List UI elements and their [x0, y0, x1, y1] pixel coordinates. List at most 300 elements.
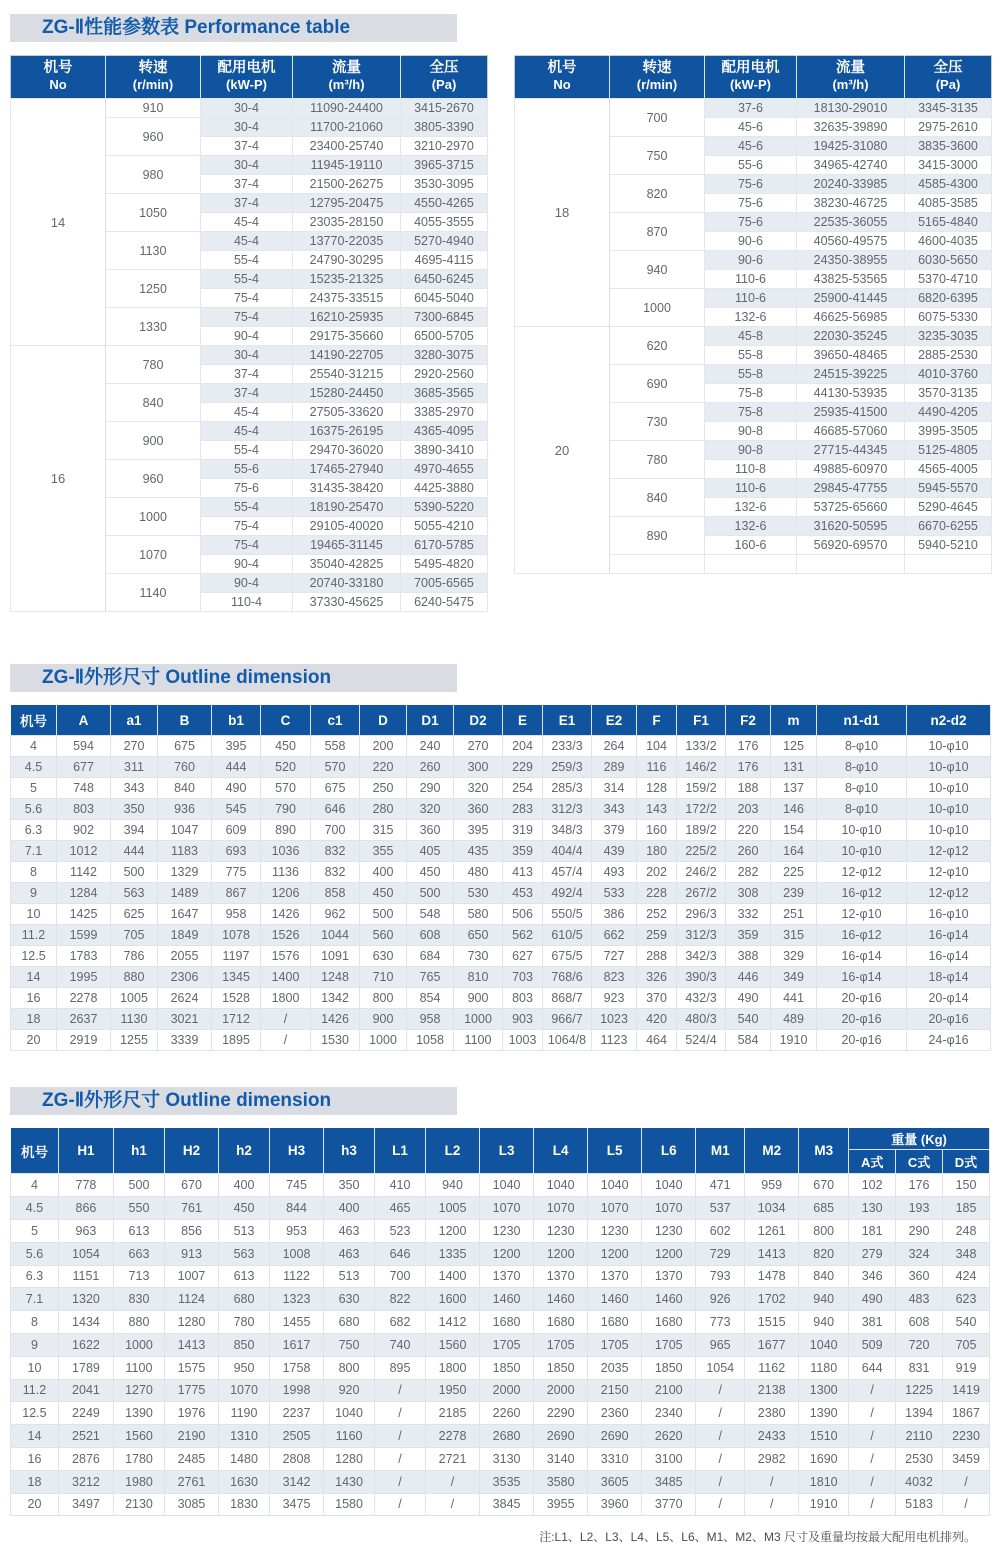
- column-header: n2-d2: [907, 705, 991, 736]
- table-row: [11, 988, 991, 1009]
- table-cell: 2530: [896, 1447, 943, 1470]
- table-cell: 1300: [799, 1379, 849, 1402]
- table-cell: 55-4: [201, 251, 293, 270]
- table-cell: 110-8: [705, 460, 797, 479]
- machine-no-cell: 12.5: [11, 946, 57, 967]
- table-cell: 1320: [58, 1288, 113, 1311]
- table-cell: 548: [407, 904, 454, 925]
- table-cell: 3835-3600: [905, 137, 992, 156]
- table-cell: /: [375, 1470, 426, 1493]
- table-cell: 332: [726, 904, 771, 925]
- table-cell: 5390-5220: [401, 498, 488, 517]
- table-cell: 1151: [58, 1265, 113, 1288]
- table-cell: 480: [454, 862, 503, 883]
- table-cell: 342/3: [677, 946, 726, 967]
- table-cell: 2485: [164, 1447, 218, 1470]
- table-cell: 229: [503, 757, 543, 778]
- machine-no-cell: 18: [11, 1009, 57, 1030]
- table-cell: 29845-47755: [797, 479, 905, 498]
- table-cell: 450: [360, 883, 407, 904]
- table-cell: 1284: [57, 883, 111, 904]
- column-header: 全压 (Pa): [905, 56, 992, 99]
- table-cell: 1413: [164, 1333, 218, 1356]
- table-cell: 1705: [534, 1333, 588, 1356]
- outline-dimension-table-2-header: [11, 1128, 990, 1174]
- table-cell: 3339: [158, 1030, 212, 1051]
- table-cell: 189/2: [677, 820, 726, 841]
- table-cell: [905, 555, 992, 574]
- outline-dimension-table-1-body: [11, 736, 991, 1051]
- table-cell: 132-6: [705, 517, 797, 536]
- table-row: [11, 925, 991, 946]
- rpm-cell: 780: [610, 441, 705, 479]
- table-cell: /: [375, 1402, 426, 1425]
- machine-no-cell: 20: [11, 1493, 59, 1516]
- table-cell: 55-4: [201, 270, 293, 289]
- table-row: [11, 841, 991, 862]
- table-cell: 936: [158, 799, 212, 820]
- table-cell: 1370: [588, 1265, 642, 1288]
- table-cell: 1329: [158, 862, 212, 883]
- machine-no-cell: 4: [11, 1174, 59, 1197]
- table-cell: 188: [726, 778, 771, 799]
- table-cell: 2237: [270, 1402, 324, 1425]
- table-row: [11, 1333, 990, 1356]
- table-cell: 2433: [745, 1425, 799, 1448]
- table-cell: 319: [503, 820, 543, 841]
- table-cell: 1100: [454, 1030, 503, 1051]
- table-cell: 3497: [58, 1493, 113, 1516]
- table-cell: 24350-38955: [797, 251, 905, 270]
- table-cell: 30-4: [201, 156, 293, 175]
- column-header: M3: [799, 1128, 849, 1174]
- table-row: [11, 778, 991, 799]
- machine-no-cell: 4.5: [11, 757, 57, 778]
- table-cell: 248: [943, 1219, 990, 1242]
- table-cell: 259/3: [543, 757, 592, 778]
- table-cell: 132-6: [705, 498, 797, 517]
- table-cell: 854: [407, 988, 454, 1009]
- rpm-cell: 1000: [106, 498, 201, 536]
- table-cell: 500: [111, 862, 158, 883]
- table-cell: [797, 555, 905, 574]
- table-cell: 5270-4940: [401, 232, 488, 251]
- table-cell: 22535-36055: [797, 213, 905, 232]
- table-cell: 1123: [592, 1030, 637, 1051]
- table-cell: 23400-25740: [293, 137, 401, 156]
- table-cell: 10-φ10: [817, 841, 907, 862]
- table-cell: 75-4: [201, 289, 293, 308]
- table-cell: 830: [113, 1288, 164, 1311]
- table-cell: 1560: [426, 1333, 480, 1356]
- table-cell: 160: [637, 820, 677, 841]
- table-cell: 16-φ12: [817, 925, 907, 946]
- table-cell: 15235-21325: [293, 270, 401, 289]
- table-cell: 1000: [454, 1009, 503, 1030]
- table-cell: 793: [696, 1265, 745, 1288]
- table-cell: 3415-3000: [905, 156, 992, 175]
- table-cell: 1054: [696, 1356, 745, 1379]
- table-cell: 11090-24400: [293, 99, 401, 118]
- table-cell: 608: [407, 925, 454, 946]
- outline-dimension-title-1-text: ZG-Ⅱ外形尺寸 Outline dimension: [42, 667, 332, 689]
- table-cell: 465: [375, 1197, 426, 1220]
- column-header: 机号 No: [11, 56, 106, 99]
- table-cell: 102: [849, 1174, 896, 1197]
- table-cell: 610/5: [543, 925, 592, 946]
- table-row: [11, 99, 488, 118]
- table-cell: 6030-5650: [905, 251, 992, 270]
- table-cell: 958: [212, 904, 261, 925]
- column-header: F1: [677, 705, 726, 736]
- table-cell: 1070: [642, 1197, 696, 1220]
- table-cell: 720: [896, 1333, 943, 1356]
- table-row: [11, 1265, 990, 1288]
- table-cell: 545: [212, 799, 261, 820]
- table-cell: 1200: [426, 1219, 480, 1242]
- table-cell: 400: [360, 862, 407, 883]
- machine-no-cell: 14: [11, 967, 57, 988]
- table-cell: 1200: [534, 1242, 588, 1265]
- table-cell: 700: [375, 1265, 426, 1288]
- table-cell: 902: [57, 820, 111, 841]
- table-cell: 45-4: [201, 422, 293, 441]
- table-cell: 3142: [270, 1470, 324, 1493]
- table-cell: 1515: [745, 1311, 799, 1334]
- table-cell: 20240-33985: [797, 175, 905, 194]
- table-cell: 12-φ12: [817, 862, 907, 883]
- table-cell: 20-φ16: [817, 988, 907, 1009]
- table-cell: 37-4: [201, 137, 293, 156]
- table-cell: 803: [57, 799, 111, 820]
- column-header: 全压 (Pa): [401, 56, 488, 99]
- column-header: 机号 No: [515, 56, 610, 99]
- table-cell: 10-φ10: [907, 757, 991, 778]
- table-cell: 350: [324, 1174, 375, 1197]
- column-header: M2: [745, 1128, 799, 1174]
- table-cell: 343: [111, 778, 158, 799]
- table-cell: 1044: [311, 925, 360, 946]
- table-cell: 270: [111, 736, 158, 757]
- table-cell: 75-4: [201, 517, 293, 536]
- table-cell: 1530: [311, 1030, 360, 1051]
- column-header: 流量 (m³/h): [797, 56, 905, 99]
- table-row: [11, 1009, 991, 1030]
- table-cell: 1012: [57, 841, 111, 862]
- table-cell: 866: [58, 1197, 113, 1220]
- table-cell: 37-4: [201, 175, 293, 194]
- table-cell: 3459: [943, 1447, 990, 1470]
- table-cell: 240: [407, 736, 454, 757]
- table-cell: 4600-4035: [905, 232, 992, 251]
- table-cell: 27715-44345: [797, 441, 905, 460]
- table-cell: 308: [726, 883, 771, 904]
- table-cell: 143: [637, 799, 677, 820]
- table-cell: 3475: [270, 1493, 324, 1516]
- table-cell: 729: [696, 1242, 745, 1265]
- table-cell: 27505-33620: [293, 403, 401, 422]
- table-cell: 1058: [407, 1030, 454, 1051]
- table-cell: 1400: [261, 967, 311, 988]
- table-cell: 540: [726, 1009, 771, 1030]
- table-cell: 16-φ10: [907, 904, 991, 925]
- table-cell: 2690: [588, 1425, 642, 1448]
- table-cell: 1455: [270, 1311, 324, 1334]
- performance-table-right-body: [515, 99, 992, 574]
- table-cell: 1160: [324, 1425, 375, 1448]
- table-cell: 10-φ10: [907, 820, 991, 841]
- column-header: E: [503, 705, 543, 736]
- table-cell: 1758: [270, 1356, 324, 1379]
- table-cell: 490: [212, 778, 261, 799]
- table-cell: 3955: [534, 1493, 588, 1516]
- table-cell: 705: [111, 925, 158, 946]
- column-header: h2: [219, 1128, 270, 1174]
- table-cell: 31435-38420: [293, 479, 401, 498]
- machine-no-cell: 7.1: [11, 1288, 59, 1311]
- table-cell: 1130: [111, 1009, 158, 1030]
- table-cell: 822: [375, 1288, 426, 1311]
- table-cell: 12-φ10: [907, 862, 991, 883]
- table-cell: 110-6: [705, 479, 797, 498]
- table-cell: 49885-60970: [797, 460, 905, 479]
- table-cell: 1255: [111, 1030, 158, 1051]
- performance-table-left-body: [11, 99, 488, 612]
- machine-no-cell: 14: [11, 1425, 59, 1448]
- table-row: [11, 757, 991, 778]
- table-cell: 350: [111, 799, 158, 820]
- table-cell: 1040: [324, 1402, 375, 1425]
- table-cell: 4565-4005: [905, 460, 992, 479]
- table-cell: 832: [311, 841, 360, 862]
- table-cell: 16375-26195: [293, 422, 401, 441]
- table-cell: 1950: [426, 1379, 480, 1402]
- table-cell: 1162: [745, 1356, 799, 1379]
- table-cell: 580: [454, 904, 503, 925]
- table-cell: 923: [592, 988, 637, 1009]
- table-cell: 2620: [642, 1425, 696, 1448]
- table-cell: 2138: [745, 1379, 799, 1402]
- table-cell: 130: [849, 1197, 896, 1220]
- table-cell: /: [426, 1493, 480, 1516]
- table-cell: 154: [771, 820, 817, 841]
- table-cell: 1705: [480, 1333, 534, 1356]
- table-cell: 880: [111, 967, 158, 988]
- table-cell: 533: [592, 883, 637, 904]
- machine-no-cell: 4.5: [11, 1197, 59, 1220]
- table-cell: 252: [637, 904, 677, 925]
- table-cell: 246/2: [677, 862, 726, 883]
- rpm-cell: 1330: [106, 308, 201, 346]
- table-cell: 1998: [270, 1379, 324, 1402]
- table-cell: 1995: [57, 967, 111, 988]
- table-cell: 164: [771, 841, 817, 862]
- table-cell: 1780: [113, 1447, 164, 1470]
- table-cell: 1528: [212, 988, 261, 1009]
- table-cell: 685: [799, 1197, 849, 1220]
- table-cell: 30-4: [201, 99, 293, 118]
- table-cell: 513: [324, 1265, 375, 1288]
- table-cell: 775: [212, 862, 261, 883]
- table-cell: 570: [261, 778, 311, 799]
- table-cell: 963: [58, 1219, 113, 1242]
- column-header: L3: [480, 1128, 534, 1174]
- table-cell: 3140: [534, 1447, 588, 1470]
- table-cell: 1789: [58, 1356, 113, 1379]
- table-cell: 233/3: [543, 736, 592, 757]
- table-cell: 24375-33515: [293, 289, 401, 308]
- table-cell: 193: [896, 1197, 943, 1220]
- machine-no-cell: 8: [11, 862, 57, 883]
- table-cell: 537: [696, 1197, 745, 1220]
- table-cell: 370: [637, 988, 677, 1009]
- table-cell: 1680: [588, 1311, 642, 1334]
- table-cell: 37-4: [201, 194, 293, 213]
- table-cell: 677: [57, 757, 111, 778]
- table-cell: 3580: [534, 1470, 588, 1493]
- header-row: [11, 705, 991, 736]
- table-cell: 110-6: [705, 270, 797, 289]
- table-cell: 12-φ10: [817, 904, 907, 925]
- table-cell: 3770: [642, 1493, 696, 1516]
- table-cell: 3085: [164, 1493, 218, 1516]
- table-cell: 46625-56985: [797, 308, 905, 327]
- table-cell: 110-6: [705, 289, 797, 308]
- table-cell: 250: [360, 778, 407, 799]
- outline-dimension-table-1: [10, 704, 991, 1051]
- column-header: h1: [113, 1128, 164, 1174]
- performance-table-title: [10, 14, 457, 42]
- table-cell: 858: [311, 883, 360, 904]
- rpm-cell: 1000: [610, 289, 705, 327]
- table-cell: 29105-40020: [293, 517, 401, 536]
- table-cell: 490: [849, 1288, 896, 1311]
- table-cell: 450: [219, 1197, 270, 1220]
- table-cell: 160-6: [705, 536, 797, 555]
- rpm-cell: 840: [610, 479, 705, 517]
- table-cell: 2761: [164, 1470, 218, 1493]
- weight-group-header: 重量 (Kg): [849, 1128, 990, 1150]
- table-cell: 25540-31215: [293, 365, 401, 384]
- table-cell: 490: [726, 988, 771, 1009]
- table-cell: 1136: [261, 862, 311, 883]
- table-cell: 1040: [588, 1174, 642, 1197]
- table-row: [11, 1030, 991, 1051]
- table-cell: 2721: [426, 1447, 480, 1470]
- table-cell: 1460: [480, 1288, 534, 1311]
- table-cell: 710: [360, 967, 407, 988]
- table-cell: 2110: [896, 1425, 943, 1448]
- outline-dimension-title-2-text: ZG-Ⅱ外形尺寸 Outline dimension: [42, 1090, 332, 1112]
- table-cell: 6450-6245: [401, 270, 488, 289]
- table-cell: 6820-6395: [905, 289, 992, 308]
- table-cell: 1345: [212, 967, 261, 988]
- table-cell: 400: [324, 1197, 375, 1220]
- table-cell: 420: [637, 1009, 677, 1030]
- table-cell: 662: [592, 925, 637, 946]
- table-cell: 37-4: [201, 365, 293, 384]
- machine-no-cell: 18: [515, 99, 610, 327]
- table-cell: 890: [261, 820, 311, 841]
- table-cell: 540: [943, 1311, 990, 1334]
- table-cell: 625: [111, 904, 158, 925]
- table-cell: 1054: [58, 1242, 113, 1265]
- column-header: L5: [588, 1128, 642, 1174]
- table-cell: 1460: [534, 1288, 588, 1311]
- rpm-cell: 940: [610, 251, 705, 289]
- table-cell: 220: [726, 820, 771, 841]
- table-cell: 6240-5475: [401, 593, 488, 612]
- table-cell: 5165-4840: [905, 213, 992, 232]
- column-header: 配用电机 (kW-P): [705, 56, 797, 99]
- table-cell: 1280: [324, 1447, 375, 1470]
- table-cell: 1600: [426, 1288, 480, 1311]
- table-cell: 204: [503, 736, 543, 757]
- table-cell: 453: [503, 883, 543, 904]
- table-cell: 2190: [164, 1425, 218, 1448]
- table-cell: 1124: [164, 1288, 218, 1311]
- table-cell: 75-6: [201, 479, 293, 498]
- table-cell: 1023: [592, 1009, 637, 1030]
- column-header: F2: [726, 705, 771, 736]
- column-header: M1: [696, 1128, 745, 1174]
- table-cell: 760: [158, 757, 212, 778]
- column-header: H2: [164, 1128, 218, 1174]
- table-cell: 3345-3135: [905, 99, 992, 118]
- table-cell: 1091: [311, 946, 360, 967]
- table-cell: /: [745, 1470, 799, 1493]
- table-cell: /: [849, 1493, 896, 1516]
- table-cell: 962: [311, 904, 360, 925]
- table-cell: 464: [637, 1030, 677, 1051]
- table-cell: 1078: [212, 925, 261, 946]
- table-cell: 413: [503, 862, 543, 883]
- column-header: E1: [543, 705, 592, 736]
- column-header: h3: [324, 1128, 375, 1174]
- column-header: 配用电机 (kW-P): [201, 56, 293, 99]
- machine-no-cell: 10: [11, 904, 57, 925]
- table-cell: 2680: [480, 1425, 534, 1448]
- table-cell: 627: [503, 946, 543, 967]
- table-cell: 16210-25935: [293, 308, 401, 327]
- machine-no-cell: 7.1: [11, 841, 57, 862]
- table-cell: 2380: [745, 1402, 799, 1425]
- column-header: n1-d1: [817, 705, 907, 736]
- machine-no-cell: 10: [11, 1356, 59, 1379]
- table-cell: 1850: [642, 1356, 696, 1379]
- table-cell: 290: [896, 1219, 943, 1242]
- table-cell: 959: [745, 1174, 799, 1197]
- table-cell: 520: [261, 757, 311, 778]
- table-cell: 56920-69570: [797, 536, 905, 555]
- table-cell: 3890-3410: [401, 441, 488, 460]
- table-cell: 675: [158, 736, 212, 757]
- header-row-main: [11, 1128, 990, 1150]
- table-cell: 800: [324, 1356, 375, 1379]
- rpm-cell: 910: [106, 99, 201, 118]
- table-cell: 670: [799, 1174, 849, 1197]
- table-cell: 1390: [113, 1402, 164, 1425]
- machine-no-cell: 16: [11, 346, 106, 612]
- table-cell: 840: [799, 1265, 849, 1288]
- table-cell: 17465-27940: [293, 460, 401, 479]
- table-cell: 803: [503, 988, 543, 1009]
- table-cell: 45-4: [201, 232, 293, 251]
- table-cell: 20740-33180: [293, 574, 401, 593]
- table-cell: 1200: [588, 1242, 642, 1265]
- table-cell: 644: [849, 1356, 896, 1379]
- table-cell: 1830: [219, 1493, 270, 1516]
